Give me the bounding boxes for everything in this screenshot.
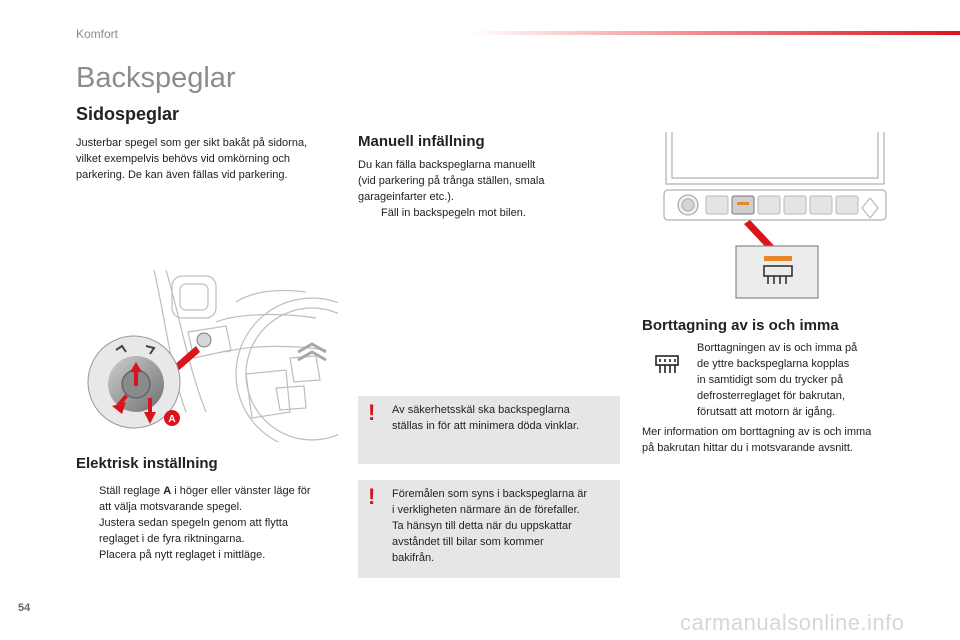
watermark: carmanualsonline.info: [680, 610, 905, 635]
list-item: [76, 483, 346, 515]
defrost-line: de yttre backspeglarna kopplas: [697, 358, 850, 370]
defrost-panel-illustration: [660, 132, 890, 304]
warning-line: ställas in för att minimera döda vinklar.: [392, 420, 580, 432]
elektrisk-heading: Elektrisk inställning: [76, 455, 218, 472]
intro-line: parkering. De kan även fällas vid parkering.: [76, 169, 288, 181]
manuell-steps: [358, 205, 608, 221]
step-text: Fäll in backspegeln mot bilen.: [381, 207, 526, 219]
section-label: Komfort: [76, 27, 119, 41]
page-number: 54: [18, 602, 31, 614]
list-item: [358, 205, 608, 221]
warning-line: Föremålen som syns i backspeglarna är: [392, 488, 588, 500]
page-title: Backspeglar: [76, 62, 236, 94]
step-text: Ställ reglage: [99, 485, 164, 497]
manuell-heading: Manuell infällning: [358, 133, 485, 150]
step-text: reglaget i de fyra riktningarna.: [99, 533, 245, 545]
elektrisk-steps: [76, 483, 346, 563]
manuell-line: Du kan fälla backspeglarna manuellt: [358, 159, 536, 171]
warning-line: i verkligheten närmare än de förefaller.: [392, 504, 580, 516]
warning-icon: !: [368, 484, 376, 509]
warning-line: Ta hänsyn till detta när du uppskattar: [392, 520, 572, 532]
more-info-line: på bakrutan hittar du i motsvarande avsnitt.: [642, 442, 853, 454]
defrost-line: förutsatt att motorn är igång.: [697, 406, 836, 418]
mirror-control-illustration: [76, 262, 338, 442]
manuell-line: (vid parkering på trånga ställen, smala: [358, 175, 545, 187]
more-info-line: Mer information om borttagning av is och imma: [642, 426, 872, 438]
label-a: A: [168, 414, 176, 425]
defrost-line: in samtidigt som du trycker på: [697, 374, 844, 386]
sidospeglar-intro: [76, 135, 346, 183]
rear-defrost-icon: [654, 354, 680, 376]
step-text: Placera på nytt reglaget i mittläge.: [99, 549, 266, 561]
step-text: Justera sedan spegeln genom att flytta: [99, 517, 288, 529]
manuell-text: [358, 157, 608, 221]
defrost-more-info: [642, 424, 922, 456]
borttagning-heading: Borttagning av is och imma: [642, 317, 839, 334]
safety-warning-box: [358, 396, 620, 464]
header-accent-bar: [470, 31, 960, 35]
distance-warning-box: [358, 480, 620, 578]
warning-line: Av säkerhetsskäl ska backspeglarna: [392, 404, 570, 416]
intro-line: vilket exempelvis behövs vid omkörning och: [76, 153, 290, 165]
step-text: att välja motsvarande spegel.: [99, 501, 243, 513]
list-item: [76, 547, 346, 563]
list-item: [76, 515, 346, 547]
defrost-line: Borttagningen av is och imma på: [697, 342, 858, 354]
control-label-a: A: [163, 485, 172, 497]
defrost-line: defrosterreglaget för bakrutan,: [697, 390, 845, 402]
warning-line: avståndet till bilar som kommer: [392, 536, 544, 548]
sidospeglar-heading: Sidospeglar: [76, 104, 180, 124]
warning-icon: !: [368, 400, 376, 425]
intro-line: Justerbar spegel som ger sikt bakåt på sidorna,: [76, 137, 308, 149]
defrost-description: [697, 340, 907, 420]
step-text: i höger eller vänster läge för: [171, 485, 311, 497]
warning-line: bakifrån.: [392, 552, 435, 564]
manuell-line: garageinfarter etc.).: [358, 191, 454, 203]
